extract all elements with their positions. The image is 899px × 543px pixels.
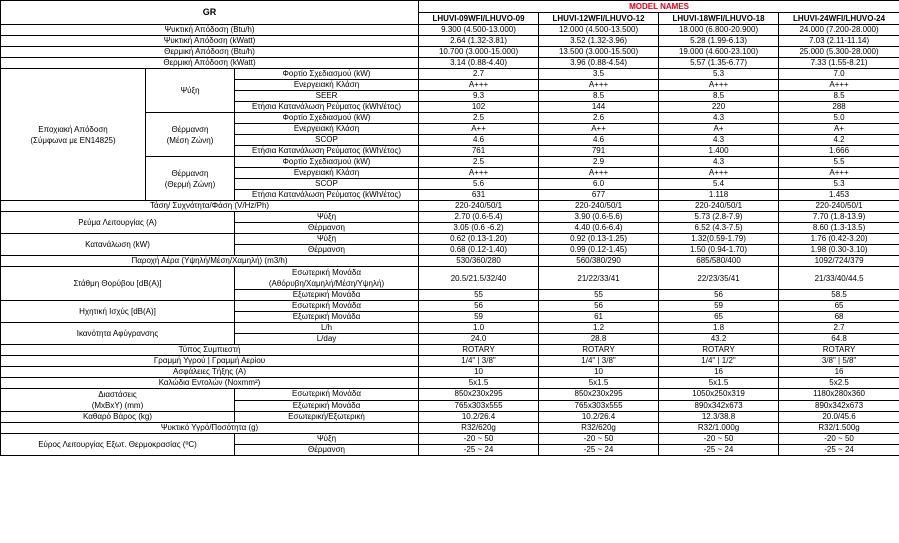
row-label: Γραμμή Υγρού | Γραμμή Αερίου [1,356,419,367]
row-label: Φορτίο Σχεδιασμού (kW) [235,113,419,124]
cell-value: 5.28 (1.99-6.13) [659,36,779,47]
row-seasonal-cool-load [1,69,899,80]
cell-value: 0.92 (0.13-1.25) [539,234,659,245]
noise-indoor-line1: Εσωτερική Μονάδα [292,268,361,277]
cell-value: 765x303x555 [419,400,539,412]
row-label: L/h [235,323,419,334]
row-label: SCOP [235,179,419,190]
current-label: Ρεύμα Λειτουργίας (A) [1,212,235,234]
row-sound-indoor [1,301,899,312]
row-label: Θέρμανση [235,245,419,256]
cell-value: 890x342x673 [659,400,779,412]
cell-value: 765x303x555 [539,400,659,412]
cell-value: 24.000 (7.200-28.000) [779,25,899,36]
cell-value: 8.60 (1.3-13.5) [779,223,899,234]
cell-value: 5.6 [419,179,539,190]
cell-value: A+++ [539,80,659,91]
cell-value: 1/4" | 3/8" [539,356,659,367]
cell-value: -25 ~ 24 [539,445,659,456]
row-label: Ετήσια Κατανάλωση Ρεύματος (kWh/έτος) [235,146,419,157]
cell-value: 220-240/50/1 [779,201,899,212]
brand-label: GR [1,1,419,25]
cell-value: 5.4 [659,179,779,190]
cell-value: ROTARY [779,345,899,356]
cell-value: A+++ [659,80,779,91]
cell-value: 25.000 (5.300-28.000) [779,47,899,58]
cell-value: 4.6 [539,135,659,146]
cell-value: 677 [539,190,659,201]
cell-value: A+++ [539,168,659,179]
cell-value: 3.05 (0.6 -6.2) [419,223,539,234]
cell-value: A+++ [419,80,539,91]
row-current-cool [1,212,899,223]
cell-value: 9.300 (4.500-13.000) [419,25,539,36]
row-label: Θέρμανση [235,445,419,456]
cell-value: 12.000 (4.500-13.500) [539,25,659,36]
row-noise-indoor [1,267,899,290]
cell-value: -20 ~ 50 [539,434,659,445]
row-cable [1,378,899,389]
cell-value: 7.70 (1.8-13.9) [779,212,899,223]
row-label: Τάση/ Συχνότητα/Φάση (V/Hz/Ph) [1,201,419,212]
heating-avg-line1: Θέρμανση [171,124,209,134]
cell-value: 890x342x673 [779,400,899,412]
cell-value: 8.5 [779,91,899,102]
row-airflow [1,256,899,267]
cell-value: 8.5 [539,91,659,102]
cell-value: 58.5 [779,290,899,301]
cell-value: 5x2.5 [779,378,899,389]
seasonal-label [1,69,146,201]
cell-value: 4.2 [779,135,899,146]
noise-indoor-line2: (Αθόρυβη/Χαμηλή/Μέση/Υψηλή) [268,279,385,288]
cell-value: 56 [539,301,659,312]
cell-value: 220-240/50/1 [419,201,539,212]
row-label: Εξωτερική Μονάδα [235,312,419,323]
row-dehumid-lh [1,323,899,334]
cell-value: 6.0 [539,179,659,190]
heating-avg-line2: (Μέση Ζώνη) [166,135,214,145]
cell-value: 1.118 [659,190,779,201]
cell-value: 61 [539,312,659,323]
row-weight [1,412,899,423]
row-label: SEER [235,91,419,102]
noise-label: Στάθμη Θορύβου [dB(A)] [1,267,235,301]
cell-value: -25 ~ 24 [419,445,539,456]
cell-value: 1.400 [659,146,779,157]
cell-value: 0.99 (0.12-1.45) [539,245,659,256]
cell-value: 1.50 (0.94-1.70) [659,245,779,256]
cell-value: 1.98 (0.30-3.10) [779,245,899,256]
cell-value: 791 [539,146,659,157]
cell-value: -25 ~ 24 [659,445,779,456]
dimensions-line1: Διαστάσεις [98,390,137,399]
cell-value: 2.64 (1.32-3.81) [419,36,539,47]
cell-value: 3.90 (0.6-5.6) [539,212,659,223]
cell-value: 4.40 (0.6-6.4) [539,223,659,234]
row-refrigerant [1,423,899,434]
cell-value: 102 [419,102,539,113]
cell-value: 55 [419,290,539,301]
weight-label: Καθαρό Βάρος (kg) [1,412,235,423]
cell-value: 761 [419,146,539,157]
cell-value: 16 [779,367,899,378]
cell-value: A+++ [779,80,899,91]
cell-value: 12.3/38.8 [659,412,779,423]
cell-value: 65 [659,312,779,323]
cell-value: -25 ~ 24 [779,445,899,456]
cell-value: ROTARY [419,345,539,356]
row-label: Ψύξη [235,234,419,245]
cell-value: 10 [419,367,539,378]
cell-value: 0.68 (0.12-1.40) [419,245,539,256]
cell-value: 1.76 (0.42-3.20) [779,234,899,245]
cell-value: 13.500 (3.000-15.500) [539,47,659,58]
row-label: Φορτίο Σχεδιασμού (kW) [235,69,419,80]
cell-value: 1.666 [779,146,899,157]
cell-value: 3.14 (0.88-4.40) [419,58,539,69]
cell-value: 7.03 (2.11-11.14) [779,36,899,47]
cell-value: 2.5 [419,113,539,124]
cell-value: 7.0 [779,69,899,80]
cell-value: R32/1.000g [659,423,779,434]
cell-value: 5.3 [659,69,779,80]
cell-value: A++ [419,124,539,135]
cell-value: 2.7 [779,323,899,334]
cell-value: A++ [539,124,659,135]
cell-value: 1/4" | 1/2" [659,356,779,367]
cell-value: 24.0 [419,334,539,345]
cell-value: 2.9 [539,157,659,168]
row-label: Καλώδια Εντολών (Noxmm²) [1,378,419,389]
cell-value: R32/620g [539,423,659,434]
cell-value: 1.0 [419,323,539,334]
row-label: Εξωτερική Μονάδα [235,400,419,412]
row-dimensions-indoor [1,389,899,401]
heating-warm-line1: Θέρμανση [171,168,209,178]
cell-value: 59 [419,312,539,323]
cell-value: A+++ [419,168,539,179]
cell-value: 220 [659,102,779,113]
cell-value: 59 [659,301,779,312]
row-label: Ενεργειακή Κλάση [235,80,419,91]
cell-value: 6.52 (4.3-7.5) [659,223,779,234]
seasonal-label-line1: Εποχιακή Απόδοση [38,124,108,134]
cell-value: 5x1.5 [419,378,539,389]
cell-value: -20 ~ 50 [419,434,539,445]
cell-value: 9.3 [419,91,539,102]
row-label: Ασφάλειες Τήξης (A) [1,367,419,378]
cell-value: 1.2 [539,323,659,334]
row-label: Ετήσια Κατανάλωση Ρεύματος (kWh/έτος) [235,190,419,201]
cell-value: 5.0 [779,113,899,124]
cell-value: 21/33/40/44.5 [779,267,899,290]
cell-value: 1050x250x319 [659,389,779,401]
cell-value: R32/620g [419,423,539,434]
cell-value: ROTARY [539,345,659,356]
cell-value: 5.73 (2.8-7.9) [659,212,779,223]
cell-value: 1/4" | 3/8" [419,356,539,367]
cell-value: A+++ [779,168,899,179]
row-label: Θερμική Απόδοση (kWatt) [1,58,419,69]
cell-value: A+++ [659,168,779,179]
row-oprange-cool [1,434,899,445]
row-label: Ενεργειακή Κλάση [235,168,419,179]
cell-value: 850x230x295 [539,389,659,401]
cell-value: 4.3 [659,135,779,146]
cell-value: 0.62 (0.13-1.20) [419,234,539,245]
model-name: LHUVI-09WFI/LHUVO-09 [419,13,539,25]
row-label: Ψυκτική Απόδοση (Btu/h) [1,25,419,36]
row-heat-btu [1,47,899,58]
cell-value: 43.2 [659,334,779,345]
cell-value: 2.5 [419,157,539,168]
cell-value: 21/22/33/41 [539,267,659,290]
cell-value: 560/380/290 [539,256,659,267]
cell-value: 16 [659,367,779,378]
cell-value: 144 [539,102,659,113]
cell-value: 2.6 [539,113,659,124]
cell-value: R32/1.500g [779,423,899,434]
heating-warm-line2: (Θερμή Ζώνη) [164,179,216,189]
cell-value: 2.70 (0.6-5.4) [419,212,539,223]
cell-value: 7.33 (1.55-8.21) [779,58,899,69]
cell-value: -20 ~ 50 [659,434,779,445]
cell-value: 1180x280x360 [779,389,899,401]
seasonal-heating-warm-label [146,157,235,201]
cell-value: 220-240/50/1 [659,201,779,212]
cell-value: 20.0/45.6 [779,412,899,423]
cell-value: 631 [419,190,539,201]
cell-value: 1.32(0.59-1.79) [659,234,779,245]
header-row-1 [1,1,899,13]
cell-value: 10.2/26.4 [539,412,659,423]
row-label: Φορτίο Σχεδιασμού (kW) [235,157,419,168]
cell-value: 22/23/35/41 [659,267,779,290]
row-power-supply [1,201,899,212]
cell-value: 64.8 [779,334,899,345]
sound-power-label: Ηχητική Ισχύς [dB(A)] [1,301,235,323]
seasonal-cooling-label: Ψύξη [146,69,235,113]
op-range-label: Εύρος Λειτουργίας Εξωτ. Θερμοκρασίας (ºC) [1,434,235,456]
cell-value: 850x230x295 [419,389,539,401]
cell-value: 288 [779,102,899,113]
cell-value: A+ [779,124,899,135]
row-label: Τύπος Συμπιεστή [1,345,419,356]
row-label: Θερμική Απόδοση (Btu/h) [1,47,419,58]
dimensions-label [1,389,235,412]
row-label: Εσωτερική/Εξωτερική [235,412,419,423]
cell-value: 3.5 [539,69,659,80]
cell-value: 5.3 [779,179,899,190]
cell-value: 10 [539,367,659,378]
model-name: LHUVI-12WFI/LHUVO-12 [539,13,659,25]
cell-value: 5x1.5 [539,378,659,389]
row-label: SCOP [235,135,419,146]
cell-value: 65 [779,301,899,312]
cell-value: A+ [659,124,779,135]
row-label: Παροχή Αέρα (Υψηλή/Μέση/Χαμηλή) (m3/h) [1,256,419,267]
cell-value: ROTARY [659,345,779,356]
seasonal-heating-avg-label [146,113,235,157]
cell-value: 56 [419,301,539,312]
row-label: Εσωτερική Μονάδα [235,301,419,312]
cell-value: 220-240/50/1 [539,201,659,212]
cell-value: -20 ~ 50 [779,434,899,445]
dehumid-label: Ικανότητα Αφύγρανσης [1,323,235,345]
cell-value: 4.3 [659,113,779,124]
cell-value: 55 [539,290,659,301]
cell-value: 10.700 (3.000-15.000) [419,47,539,58]
row-consumption-cool [1,234,899,245]
cell-value: 8.5 [659,91,779,102]
cell-value: 1.8 [659,323,779,334]
cell-value: 20.5/21.5/32/40 [419,267,539,290]
cell-value: 5.57 (1.35-6.77) [659,58,779,69]
cell-value: 68 [779,312,899,323]
cell-value: 3.52 (1.32-3.96) [539,36,659,47]
model-name: LHUVI-18WFI/LHUVO-18 [659,13,779,25]
cell-value: 3.96 (0.88-4.54) [539,58,659,69]
cell-value: 18.000 (6.800-20.900) [659,25,779,36]
cell-value: 1.453 [779,190,899,201]
row-label: Ψυκτικό Υγρό/Ποσότητα (g) [1,423,419,434]
cell-value: 10.2/26.4 [419,412,539,423]
row-label: Ετήσια Κατανάλωση Ρεύματος (kWh/έτος) [235,102,419,113]
row-cool-kw [1,36,899,47]
noise-indoor-label [235,267,419,290]
row-label: Εξωτερική Μονάδα [235,290,419,301]
row-label: L/day [235,334,419,345]
cell-value: 1092/724/379 [779,256,899,267]
row-label: Ενεργειακή Κλάση [235,124,419,135]
cell-value: 56 [659,290,779,301]
row-heat-kw [1,58,899,69]
cell-value: 19.000 (4.600-23.100) [659,47,779,58]
row-compressor [1,345,899,356]
row-pipes [1,356,899,367]
consumption-label: Κατανάλωση (kW) [1,234,235,256]
cell-value: 3/8" | 5/8" [779,356,899,367]
row-label: Εσωτερική Μονάδα [235,389,419,401]
dimensions-line2: (MxBxY) (mm) [91,401,144,410]
cell-value: 28.8 [539,334,659,345]
cell-value: 685/580/400 [659,256,779,267]
cell-value: 2.7 [419,69,539,80]
cell-value: 5x1.5 [659,378,779,389]
row-label: Ψυκτική Απόδοση (kWatt) [1,36,419,47]
model-names-label: MODEL NAMES [419,1,899,13]
cell-value: 530/360/280 [419,256,539,267]
row-fuse [1,367,899,378]
cell-value: 5.5 [779,157,899,168]
row-label: Ψύξη [235,212,419,223]
cell-value: 4.6 [419,135,539,146]
model-name: LHUVI-24WFI/LHUVO-24 [779,13,899,25]
cell-value: 4.3 [659,157,779,168]
row-label: Θέρμανση [235,223,419,234]
seasonal-label-line2: (Σύμφωνα με EN14825) [30,135,116,145]
row-label: Ψύξη [235,434,419,445]
row-cool-btu [1,25,899,36]
